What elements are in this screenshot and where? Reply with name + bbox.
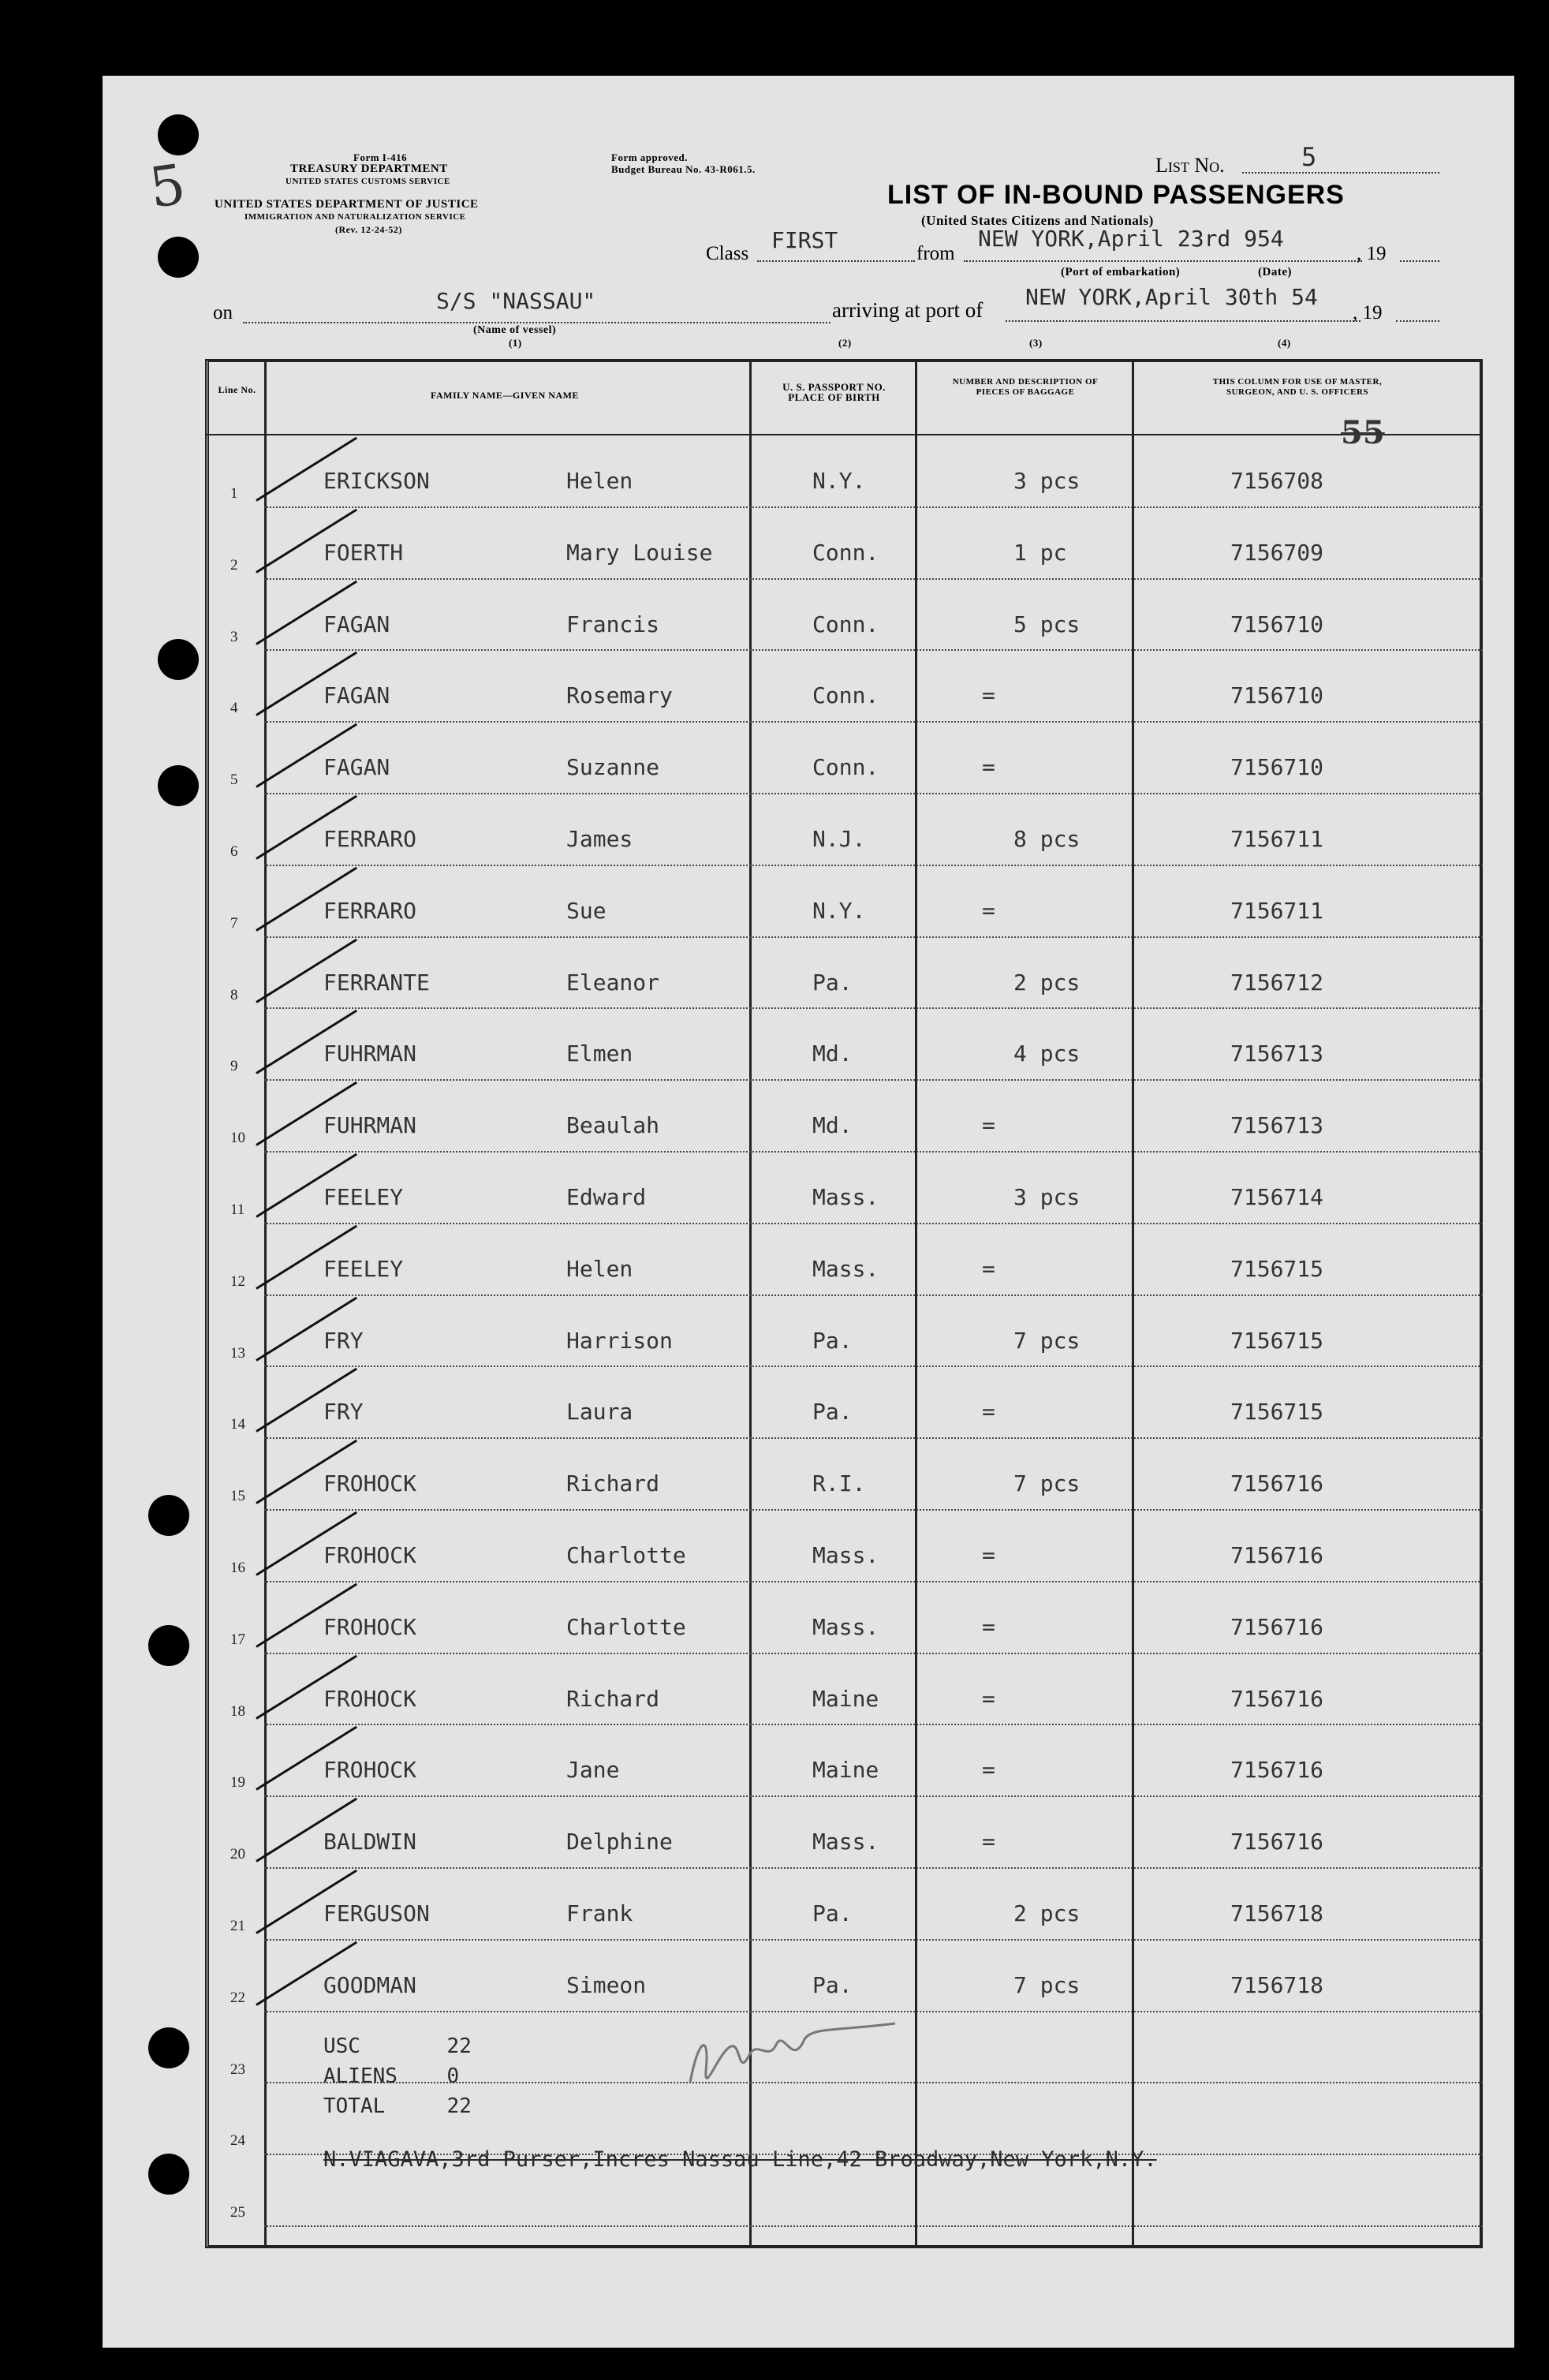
date-label: (Date) bbox=[1258, 266, 1292, 278]
page-mark: 55 bbox=[1341, 414, 1385, 451]
baggage-cell: 7 pcs bbox=[1013, 1327, 1081, 1354]
officer-code-cell: 7156710 bbox=[1230, 682, 1324, 709]
birth-place-cell: Pa. bbox=[812, 969, 853, 996]
punch-hole bbox=[148, 1495, 189, 1536]
birth-place-cell: Mass. bbox=[812, 1184, 879, 1210]
birth-place-cell: Pa. bbox=[812, 1399, 853, 1425]
officer-code-cell: 7156716 bbox=[1230, 1470, 1324, 1497]
baggage-cell: = bbox=[982, 682, 995, 709]
punch-hole bbox=[158, 765, 199, 806]
birth-place-cell: R.I. bbox=[812, 1470, 866, 1497]
given-name-cell: Charlotte bbox=[566, 1542, 686, 1568]
line-number: 12 bbox=[230, 1272, 245, 1290]
given-name-cell: Edward bbox=[566, 1184, 647, 1210]
family-name-cell: FERRARO bbox=[323, 826, 417, 852]
given-name-cell: Laura bbox=[566, 1399, 633, 1425]
line-number: 23 bbox=[230, 2061, 245, 2078]
birth-place-cell: Pa. bbox=[812, 1900, 853, 1926]
vessel-label: (Name of vessel) bbox=[473, 324, 557, 336]
arriving-value: NEW YORK,April 30th 54 bbox=[1025, 284, 1318, 310]
baggage-cell: = bbox=[982, 1757, 995, 1784]
usc-label: USC bbox=[323, 2034, 360, 2058]
family-name-cell: FERRANTE bbox=[323, 969, 430, 996]
officer-code-cell: 7156716 bbox=[1230, 1613, 1324, 1640]
line-number: 14 bbox=[230, 1416, 245, 1433]
given-name-cell: James bbox=[566, 826, 633, 852]
table-row bbox=[264, 1797, 1483, 1869]
line-number: 24 bbox=[230, 2132, 245, 2150]
class-label: Class bbox=[706, 243, 749, 264]
column-number-1: (1) bbox=[509, 337, 522, 349]
family-name-cell: FRY bbox=[323, 1399, 364, 1425]
given-name-cell: Richard bbox=[566, 1470, 660, 1497]
header-baggage: NUMBER AND DESCRIPTION OF PIECES OF BAGGAGE bbox=[952, 377, 1099, 397]
line-number: 1 bbox=[230, 485, 238, 502]
column-number-3: (3) bbox=[1029, 337, 1043, 349]
list-number-field bbox=[1242, 142, 1439, 174]
usc-value: 22 bbox=[446, 2034, 472, 2058]
nineteen-label: , 19 bbox=[1357, 243, 1387, 264]
line-number: 22 bbox=[230, 1989, 245, 2006]
table-row bbox=[264, 1511, 1483, 1582]
given-name-cell: Rosemary bbox=[566, 682, 673, 709]
line-number: 25 bbox=[230, 2204, 245, 2221]
family-name-cell: GOODMAN bbox=[323, 1971, 417, 1998]
officer-code-cell: 7156715 bbox=[1230, 1399, 1324, 1425]
given-name-cell: Francis bbox=[566, 611, 660, 637]
birth-place-cell: Conn. bbox=[812, 754, 879, 781]
birth-place-cell: N.Y. bbox=[812, 468, 866, 494]
line-number: 9 bbox=[230, 1058, 238, 1075]
aliens-value: 0 bbox=[446, 2064, 460, 2088]
baggage-cell: 8 pcs bbox=[1013, 826, 1081, 852]
header-line-no: Line No. bbox=[218, 384, 256, 395]
totals-block bbox=[323, 2031, 472, 2121]
aliens-label: ALIENS bbox=[323, 2064, 398, 2088]
purser-line: N.VIAGAVA,3rd Purser,Incres Nassau Line,42 Broadway,New York,N.Y. bbox=[323, 2147, 1157, 2172]
birth-place-cell: Maine bbox=[812, 1685, 879, 1712]
nineteen-label-2: , 19 bbox=[1353, 302, 1383, 323]
line-number: 5 bbox=[230, 772, 238, 789]
family-name-cell: FAGAN bbox=[323, 682, 390, 709]
family-name-cell: FEELEY bbox=[323, 1184, 404, 1210]
table-row bbox=[264, 938, 1483, 1010]
given-name-cell: Suzanne bbox=[566, 754, 660, 781]
arriving-label: arriving at port of bbox=[832, 298, 984, 322]
birth-place-cell: Pa. bbox=[812, 1327, 853, 1354]
officer-code-cell: 7156716 bbox=[1230, 1757, 1324, 1784]
year-field bbox=[1400, 238, 1439, 262]
table-row bbox=[264, 723, 1483, 794]
given-name-cell: Harrison bbox=[566, 1327, 673, 1354]
officer-code-cell: 7156716 bbox=[1230, 1685, 1324, 1712]
table-row bbox=[264, 1224, 1483, 1296]
officer-code-cell: 7156718 bbox=[1230, 1971, 1324, 1998]
family-name-cell: FOERTH bbox=[323, 539, 404, 566]
list-subtitle: (United States Citizens and Nationals) bbox=[921, 213, 1154, 228]
given-name-cell: Helen bbox=[566, 468, 633, 494]
form-ins: IMMIGRATION AND NATURALIZATION SERVICE bbox=[244, 212, 466, 222]
given-name-cell: Elmen bbox=[566, 1041, 633, 1067]
family-name-cell: FROHOCK bbox=[323, 1757, 417, 1784]
officer-code-cell: 7156709 bbox=[1230, 539, 1324, 566]
table-row bbox=[264, 1725, 1483, 1797]
line-number: 11 bbox=[230, 1201, 245, 1218]
year-field-2 bbox=[1396, 298, 1439, 322]
header-family-name: FAMILY NAME—GIVEN NAME bbox=[431, 390, 579, 401]
table-row bbox=[264, 794, 1483, 866]
punch-hole bbox=[148, 2154, 189, 2195]
birth-place-cell: Mass. bbox=[812, 1255, 879, 1282]
column-number-2: (2) bbox=[838, 337, 852, 349]
form-service: UNITED STATES CUSTOMS SERVICE bbox=[286, 177, 450, 186]
line-number: 19 bbox=[230, 1774, 245, 1792]
from-field bbox=[964, 226, 1362, 262]
birth-place-cell: N.Y. bbox=[812, 897, 866, 924]
family-name-cell: FUHRMAN bbox=[323, 1112, 417, 1139]
birth-place-cell: Conn. bbox=[812, 539, 879, 566]
table-row bbox=[264, 1081, 1483, 1153]
table-row bbox=[264, 436, 1483, 508]
line-number: 20 bbox=[230, 1846, 245, 1863]
margin-note: 5 bbox=[145, 151, 190, 221]
family-name-cell: ERICKSON bbox=[323, 468, 430, 494]
list-number-label: List No. bbox=[1155, 154, 1225, 177]
birth-place-cell: Pa. bbox=[812, 1971, 853, 1998]
table-row bbox=[264, 1439, 1483, 1511]
baggage-cell: = bbox=[982, 1613, 995, 1640]
baggage-cell: 1 pc bbox=[1013, 539, 1067, 566]
form-number: Form I-416 bbox=[353, 151, 408, 163]
table-row bbox=[264, 866, 1483, 938]
birth-place-cell: Conn. bbox=[812, 611, 879, 637]
officer-code-cell: 7156715 bbox=[1230, 1327, 1324, 1354]
baggage-cell: 3 pcs bbox=[1013, 1184, 1081, 1210]
line-number: 15 bbox=[230, 1488, 245, 1505]
line-number: 8 bbox=[230, 986, 238, 1003]
column-number-4: (4) bbox=[1278, 337, 1291, 349]
officer-code-cell: 7156715 bbox=[1230, 1255, 1324, 1282]
birth-place-cell: Conn. bbox=[812, 682, 879, 709]
officer-code-cell: 7156712 bbox=[1230, 969, 1324, 996]
header-passport: U. S. PASSPORT NO. PLACE OF BIRTH bbox=[782, 381, 886, 403]
officer-code-cell: 7156710 bbox=[1230, 754, 1324, 781]
line-number: 18 bbox=[230, 1702, 245, 1720]
table-row bbox=[264, 508, 1483, 580]
line-number: 4 bbox=[230, 700, 238, 717]
table-row bbox=[264, 580, 1483, 652]
baggage-cell: = bbox=[982, 754, 995, 781]
punch-hole bbox=[148, 2027, 189, 2068]
family-name-cell: BALDWIN bbox=[323, 1829, 417, 1855]
given-name-cell: Richard bbox=[566, 1685, 660, 1712]
family-name-cell: FROHOCK bbox=[323, 1613, 417, 1640]
table-row bbox=[264, 1153, 1483, 1224]
baggage-cell: = bbox=[982, 1542, 995, 1568]
officer-code-cell: 7156711 bbox=[1230, 897, 1324, 924]
given-name-cell: Delphine bbox=[566, 1829, 673, 1855]
given-name-cell: Simeon bbox=[566, 1971, 647, 1998]
form-budget: Budget Bureau No. 43-R061.5. bbox=[611, 163, 756, 175]
given-name-cell: Jane bbox=[566, 1757, 620, 1784]
officer-code-cell: 7156718 bbox=[1230, 1900, 1324, 1926]
vessel-field bbox=[243, 288, 830, 323]
birth-place-cell: Mass. bbox=[812, 1829, 879, 1855]
table-row bbox=[264, 651, 1483, 723]
family-name-cell: FROHOCK bbox=[323, 1685, 417, 1712]
embarkation-label: (Port of embarkation) bbox=[1061, 266, 1181, 278]
given-name-cell: Beaulah bbox=[566, 1112, 660, 1139]
baggage-cell: 4 pcs bbox=[1013, 1041, 1081, 1067]
family-name-cell: FRY bbox=[323, 1327, 364, 1354]
line-number: 17 bbox=[230, 1631, 245, 1648]
officer-code-cell: 7156714 bbox=[1230, 1184, 1324, 1210]
family-name-cell: FERRARO bbox=[323, 897, 417, 924]
officer-code-cell: 7156711 bbox=[1230, 826, 1324, 852]
baggage-cell: 5 pcs bbox=[1013, 611, 1081, 637]
given-name-cell: Frank bbox=[566, 1900, 633, 1926]
baggage-cell: = bbox=[982, 1685, 995, 1712]
line-number: 6 bbox=[230, 843, 238, 860]
birth-place-cell: Mass. bbox=[812, 1613, 879, 1640]
line-number: 13 bbox=[230, 1344, 245, 1362]
form-dept: TREASURY DEPARTMENT bbox=[290, 163, 448, 175]
class-field bbox=[757, 227, 915, 262]
punch-hole bbox=[158, 639, 199, 680]
family-name-cell: FEELEY bbox=[323, 1255, 404, 1282]
punch-hole bbox=[158, 237, 199, 278]
given-name-cell: Mary Louise bbox=[566, 539, 713, 566]
header-officers: THIS COLUMN FOR USE OF MASTER, SURGEON, AND U. S. OFFICERS bbox=[1212, 377, 1383, 397]
table-row bbox=[264, 1869, 1483, 1941]
header-divider bbox=[207, 434, 1480, 435]
list-number-value: 5 bbox=[1301, 142, 1317, 172]
class-value: FIRST bbox=[771, 227, 838, 253]
birth-place-cell: N.J. bbox=[812, 826, 866, 852]
baggage-cell: = bbox=[982, 1399, 995, 1425]
birth-place-cell: Md. bbox=[812, 1112, 853, 1139]
form-justice: UNITED STATES DEPARTMENT OF JUSTICE bbox=[215, 198, 479, 211]
baggage-cell: = bbox=[982, 897, 995, 924]
signature-scribble bbox=[674, 2008, 903, 2102]
family-name-cell: FERGUSON bbox=[323, 1900, 430, 1926]
table-row bbox=[264, 1582, 1483, 1654]
officer-code-cell: 7156716 bbox=[1230, 1829, 1324, 1855]
baggage-cell: 7 pcs bbox=[1013, 1470, 1081, 1497]
family-name-cell: FROHOCK bbox=[323, 1470, 417, 1497]
baggage-cell: = bbox=[982, 1112, 995, 1139]
form-rev: (Rev. 12-24-52) bbox=[335, 224, 402, 235]
line-number: 21 bbox=[230, 1918, 245, 1934]
given-name-cell: Eleanor bbox=[566, 969, 660, 996]
baggage-cell: = bbox=[982, 1255, 995, 1282]
punch-hole bbox=[148, 1625, 189, 1666]
on-label: on bbox=[213, 302, 233, 323]
table-row bbox=[264, 1367, 1483, 1439]
form-approved: Form approved. bbox=[611, 151, 689, 163]
family-name-cell: FUHRMAN bbox=[323, 1041, 417, 1067]
baggage-cell: 7 pcs bbox=[1013, 1971, 1081, 1998]
arriving-field bbox=[1006, 284, 1361, 322]
line-number: 10 bbox=[230, 1130, 245, 1147]
line-number: 2 bbox=[230, 556, 238, 574]
family-name-cell: FAGAN bbox=[323, 754, 390, 781]
given-name-cell: Helen bbox=[566, 1255, 633, 1282]
family-name-cell: FAGAN bbox=[323, 611, 390, 637]
vessel-value: S/S "NASSAU" bbox=[436, 288, 596, 314]
table-row bbox=[264, 1654, 1483, 1726]
table-row bbox=[264, 1009, 1483, 1081]
birth-place-cell: Maine bbox=[812, 1757, 879, 1784]
total-label: TOTAL bbox=[323, 2094, 386, 2118]
baggage-cell: 2 pcs bbox=[1013, 1900, 1081, 1926]
birth-place-cell: Md. bbox=[812, 1041, 853, 1067]
given-name-cell: Sue bbox=[566, 897, 607, 924]
list-title: LIST OF IN-BOUND PASSENGERS bbox=[887, 180, 1345, 210]
line-number: 7 bbox=[230, 914, 238, 932]
officer-code-cell: 7156716 bbox=[1230, 1542, 1324, 1568]
table-row bbox=[264, 1941, 1483, 2012]
line-number: 3 bbox=[230, 628, 238, 645]
officer-code-cell: 7156708 bbox=[1230, 468, 1324, 494]
from-label: from bbox=[916, 243, 955, 264]
officer-code-cell: 7156710 bbox=[1230, 611, 1324, 637]
baggage-cell: 3 pcs bbox=[1013, 468, 1081, 494]
family-name-cell: FROHOCK bbox=[323, 1542, 417, 1568]
baggage-cell: = bbox=[982, 1829, 995, 1855]
total-value: 22 bbox=[446, 2094, 472, 2118]
punch-hole bbox=[158, 114, 199, 155]
line-number: 16 bbox=[230, 1560, 245, 1576]
row-rule bbox=[264, 2225, 1483, 2227]
table-row bbox=[264, 1296, 1483, 1368]
given-name-cell: Charlotte bbox=[566, 1613, 686, 1640]
baggage-cell: 2 pcs bbox=[1013, 969, 1081, 996]
from-value: NEW YORK,April 23rd 954 bbox=[978, 226, 1284, 252]
officer-code-cell: 7156713 bbox=[1230, 1041, 1324, 1067]
officer-code-cell: 7156713 bbox=[1230, 1112, 1324, 1139]
birth-place-cell: Mass. bbox=[812, 1542, 879, 1568]
